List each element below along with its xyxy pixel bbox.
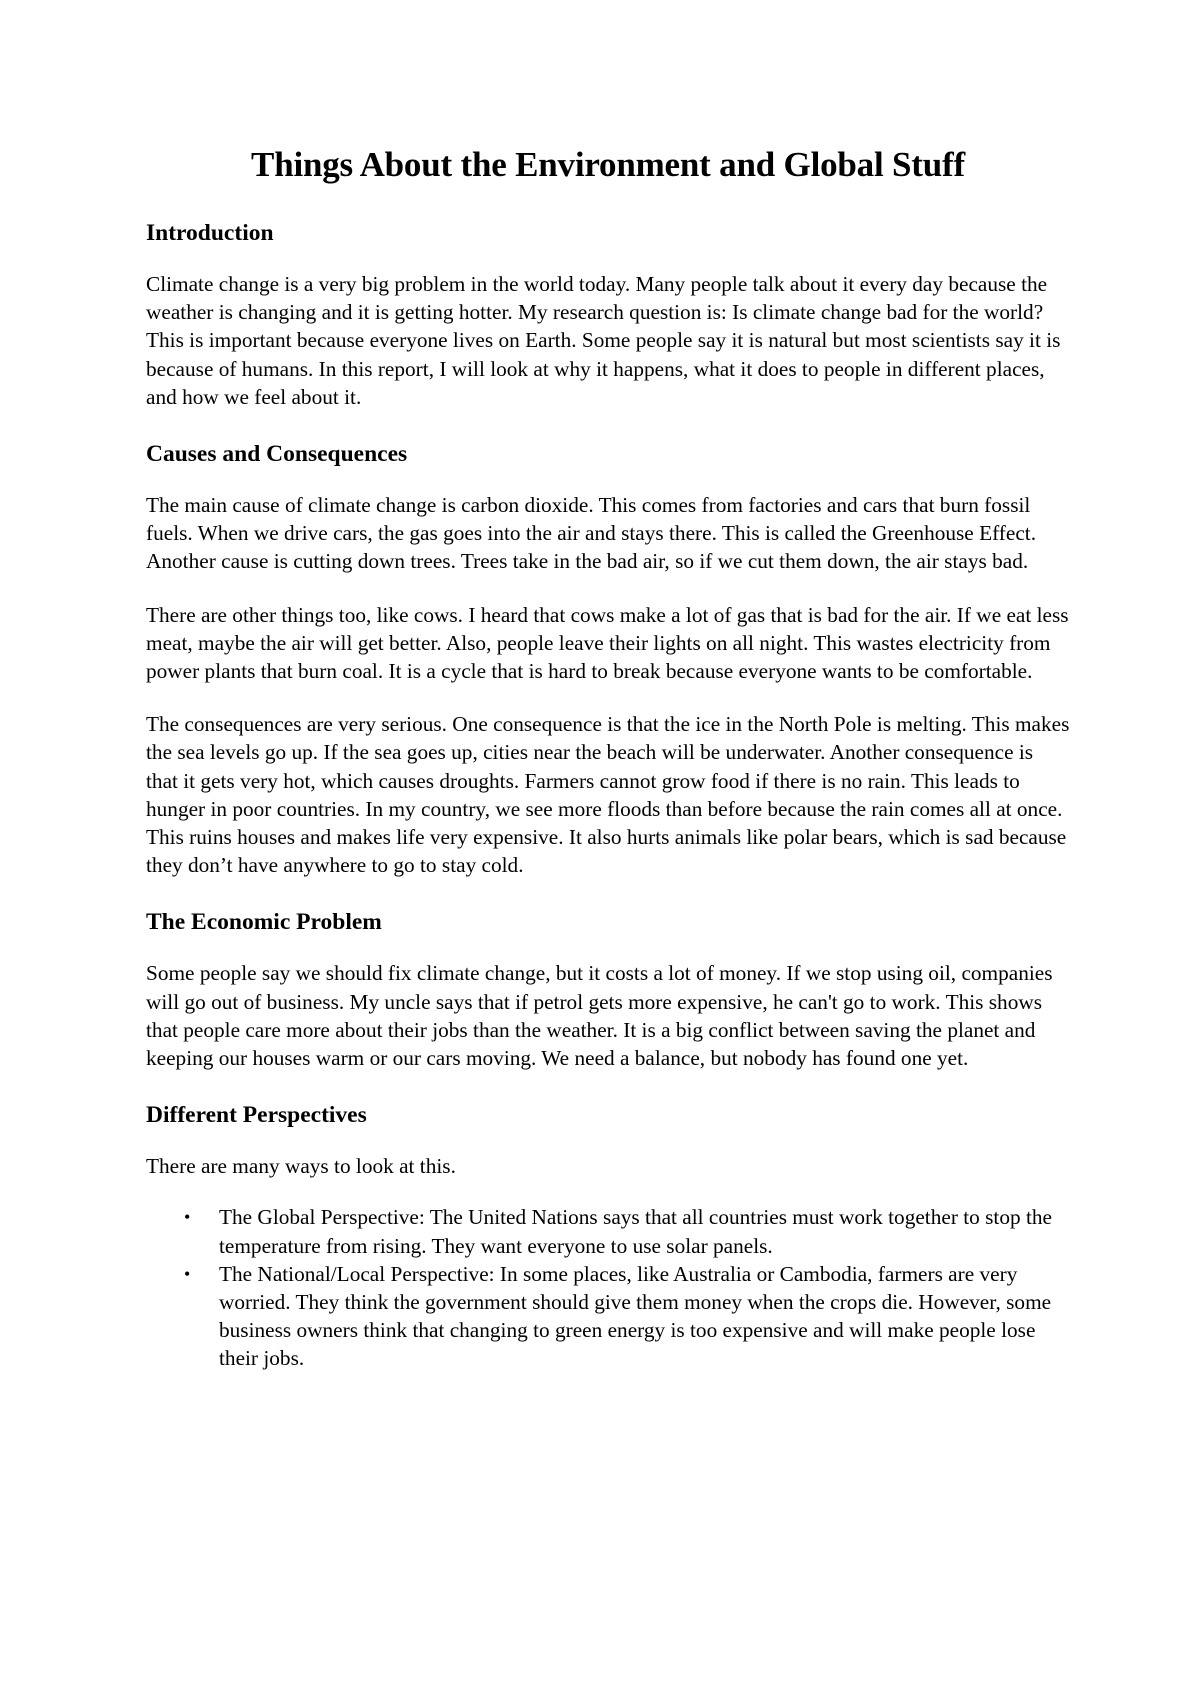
section-heading-different-perspectives: Different Perspectives — [146, 1102, 367, 1129]
section-heading-introduction: Introduction — [146, 220, 274, 246]
causes-paragraph-3: The consequences are very serious. One consequence is that the ice in the North Pole is melting. This makes the sea levels go up. If the sea goes up, cities near the beach will be underwater. Another consequence is that it gets very hot, which causes droughts. Farmers cannot grow food if there is no rain. This leads to hunger in poor countries. In my country, we see more floods than before because the rain comes all at once. This ruins houses and makes life very expensive. It also hurts animals like polar bears, which is sad because they don’t have anywhere to go to stay cold. — [146, 712, 1070, 878]
introduction-paragraph: Climate change is a very big problem in the world today. Many people talk about it every day because the weather is changing and it is getting hotter. My research question is: Is climate change bad for the world? This is important because everyone lives on Earth. Some people say it is natural but most scientists say it is because of humans. In this report, I will look at why it happens, what it does to people in different places, and how we feel about it. — [146, 272, 1061, 409]
bullet-icon: • — [184, 1263, 191, 1284]
perspectives-list — [146, 1203, 1070, 1372]
economic-paragraph: Some people say we should fix climate change, but it costs a lot of money. If we stop using oil, companies will go out of business. My uncle says that if petrol gets more expensive, he can't go to work. This shows that people care more about their jobs than the weather. It is a big conflict between saving the planet and keeping our houses warm or our cars moving. We need a balance, but nobody has found one yet. — [146, 961, 1053, 1071]
bullet-icon: • — [184, 1207, 191, 1228]
causes-paragraph-2: There are other things too, like cows. I heard that cows make a lot of gas that is bad for the air. If we eat less meat, maybe the air will get better. Also, people leave their lights on all night. This wastes electricity from power plants that burn coal. It is a cycle that is hard to break because everyone wants to be comfortable. — [146, 602, 1069, 684]
list-item-text: The Global Perspective: The United Nations says that all countries must work together to stop the temperature from rising. They want everyone to use solar panels. — [219, 1205, 1052, 1258]
document-title: Things About the Environment and Global Stuff — [251, 145, 965, 184]
list-item-national-local-perspective — [146, 1260, 1070, 1373]
section-heading-causes-consequences: Causes and Consequences — [146, 441, 408, 468]
section-heading-economic-problem: The Economic Problem — [146, 909, 382, 936]
document-page — [146, 140, 1070, 1373]
list-item-global-perspective — [146, 1203, 1070, 1259]
perspectives-intro: There are many ways to look at this. — [146, 1154, 456, 1179]
causes-paragraph-1: The main cause of climate change is carbon dioxide. This comes from factories and cars that burn fossil fuels. When we drive cars, the gas goes into the air and stays there. This is called the Greenhouse Effect. Another cause is cutting down trees. Trees take in the bad air, so if we cut them down, the air stays bad. — [146, 493, 1037, 574]
list-item-text: The National/Local Perspective: In some places, like Australia or Cambodia, farmers are very worried. They think the government should give them money when the crops die. However, some business owners think that changing to green energy is too expensive and will make people lose their jobs. — [219, 1261, 1052, 1371]
